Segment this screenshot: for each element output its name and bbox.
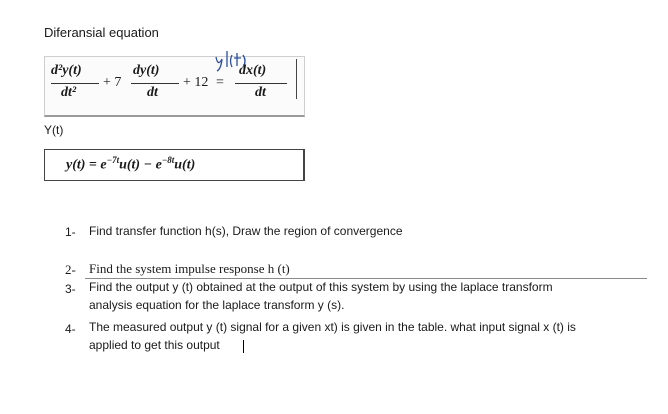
fraction-bar-1: [51, 83, 99, 84]
question-4-text-continued: applied to get this output: [89, 338, 220, 352]
eq2-exp1: −7t: [106, 155, 120, 165]
yt-label: Y(t): [44, 123, 64, 137]
dt-denominator-1: dt: [147, 85, 158, 100]
box-right-rule: [296, 59, 297, 99]
question-3-number: 3-: [65, 282, 76, 296]
differential-equation-image: [44, 56, 305, 117]
equals-sign: =: [216, 75, 224, 90]
fraction-bar-2: [131, 83, 179, 84]
question-4-number: 4-: [65, 322, 76, 336]
question-4-text: The measured output y (t) signal for a given xt) is given in the table. what input signal x (t) is: [89, 320, 576, 334]
eq2-lhs: y(t) = e: [66, 157, 107, 173]
question-3-text-continued: analysis equation for the laplace transform y (s).: [89, 298, 345, 312]
output-equation: [66, 155, 195, 174]
question-2-text: Find the system impulse response h (t): [89, 261, 290, 276]
eq2-mid: u(t) − e: [119, 157, 162, 173]
d2y-numerator: d²y(t): [51, 63, 82, 78]
dy-numerator: dy(t): [133, 63, 160, 78]
dx-numerator: dx(t): [239, 63, 267, 78]
fraction-bar-3: [235, 83, 287, 84]
question-3-text: Find the output y (t) obtained at the output of this system by using the laplace transform: [89, 280, 553, 294]
question-1-number: 1-: [65, 225, 76, 239]
eq2-exp2: −8t: [161, 155, 175, 165]
plus-twelve: + 12: [183, 75, 209, 90]
eq2-end: u(t): [174, 157, 196, 173]
question-2-number: 2-: [65, 262, 76, 277]
dt-denominator-2: dt: [255, 85, 266, 100]
document-title: Diferansial equation: [44, 25, 159, 40]
dt2-denominator: dt²: [61, 85, 77, 100]
plus-seven: + 7: [103, 75, 122, 90]
question-1-text: Find transfer function h(s), Draw the region of convergence: [89, 224, 403, 238]
text-cursor[interactable]: [243, 340, 244, 353]
